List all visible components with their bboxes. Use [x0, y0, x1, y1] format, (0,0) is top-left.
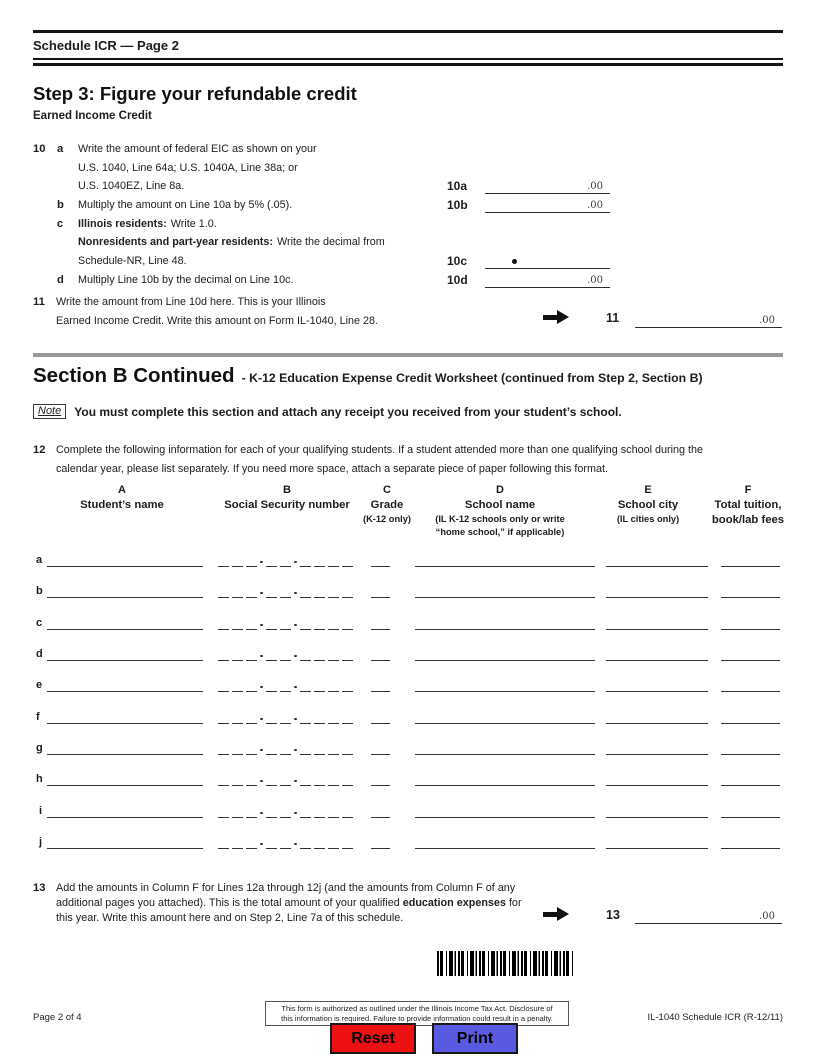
fees-field[interactable] — [721, 612, 780, 630]
school-name-field[interactable] — [415, 643, 595, 661]
grade-field[interactable] — [371, 549, 390, 567]
ssn-field[interactable] — [218, 707, 353, 724]
field10d-label: 10d — [447, 273, 468, 287]
column-name: Grade — [370, 499, 404, 511]
ssn-field[interactable] — [218, 832, 353, 849]
decimal-point-dot — [512, 259, 517, 264]
line10a-letter: a — [57, 143, 64, 155]
column-letter: A — [118, 484, 126, 496]
column-name: Total tuition, — [714, 499, 782, 511]
line10c-rest1: Write 1.0. — [170, 218, 217, 230]
ssn-field[interactable] — [218, 581, 353, 598]
line12-number: 12 — [33, 444, 46, 456]
header-rule-top — [33, 30, 783, 33]
fees-field[interactable] — [721, 674, 780, 692]
line13-text1: Add the amounts in Column F for Lines 12a through 12j (and the amounts from Column F of any — [56, 882, 516, 894]
section-b-subtitle: - K-12 Education Expense Credit Worksheet (continued from Step 2, Section B) — [241, 371, 703, 385]
column-letter: E — [644, 484, 652, 496]
line10c-letter: c — [57, 218, 64, 230]
ssn-field[interactable] — [218, 644, 353, 661]
ssn-field[interactable] — [218, 613, 353, 630]
line12-text2: calendar year, please list separately. If you need more space, attach a separate piece of paper following this format. — [56, 463, 608, 475]
line11-number: 11 — [33, 296, 45, 308]
student-row — [0, 675, 816, 692]
header-rule-mid — [33, 58, 783, 60]
cents-hint: .00 — [587, 181, 603, 192]
field10b-label: 10b — [447, 198, 468, 212]
school-city-field[interactable] — [606, 674, 708, 692]
cents-hint: .00 — [587, 275, 603, 286]
line13-text2-pre: additional pages you attached). This is the total amount of your qualified — [56, 897, 400, 909]
student-row — [0, 581, 816, 598]
section-b-heading — [33, 364, 703, 388]
step3-heading: Step 3: Figure your refundable credit — [33, 83, 357, 104]
amount-field-10d[interactable] — [485, 274, 610, 288]
school-name-field[interactable] — [415, 612, 595, 630]
line13-text2-bold: education expenses — [402, 897, 506, 909]
note-text: You must complete this section and attach any receipt you received from your student’s school. — [74, 404, 622, 419]
line10c-text3: Schedule-NR, Line 48. — [78, 255, 187, 267]
column-letter: F — [744, 484, 752, 496]
line10c-bold1: Illinois residents: — [78, 218, 167, 230]
student-row — [0, 644, 816, 661]
decimal-field-10c[interactable] — [485, 255, 610, 269]
form-id-label: IL-1040 Schedule ICR (R-12/11) — [647, 1012, 783, 1023]
grade-field[interactable] — [371, 643, 390, 661]
school-city-field[interactable] — [606, 831, 708, 849]
line10a-text2: U.S. 1040, Line 64a; U.S. 1040A, Line 38a; or — [78, 162, 298, 174]
field10a-label: 10a — [447, 179, 468, 193]
section-divider — [33, 353, 783, 357]
student-name-field[interactable] — [47, 549, 203, 567]
page-number-label: Page 2 of 4 — [33, 1012, 82, 1023]
line10a-text1: Write the amount of federal EIC as shown on your — [78, 143, 317, 155]
student-row — [0, 832, 816, 849]
line10c-bold2: Nonresidents and part-year residents: — [78, 236, 273, 248]
grade-field[interactable] — [371, 580, 390, 598]
grade-field[interactable] — [371, 706, 390, 724]
column-header-f — [700, 483, 796, 527]
ssn-field[interactable] — [218, 801, 353, 818]
ssn-field[interactable] — [218, 675, 353, 692]
line10a-text3: U.S. 1040EZ, Line 8a. — [78, 180, 185, 192]
school-name-field[interactable] — [415, 674, 595, 692]
note-badge: Note — [33, 404, 66, 419]
student-row — [0, 550, 816, 567]
disclosure-line1: This form is authorized as outlined under the Illinois Income Tax Act. Disclosure of — [281, 1004, 553, 1013]
column-letter: D — [496, 484, 504, 496]
field10c-label: 10c — [447, 254, 468, 268]
field11-label: 11 — [606, 311, 620, 325]
line13-text3: this year. Write this amount here and on Step 2, Line 7a of this schedule. — [56, 912, 404, 924]
step3-subheading: Earned Income Credit — [33, 110, 152, 122]
school-name-field[interactable] — [415, 549, 595, 567]
line11-text1: Write the amount from Line 10d here. This is your Illinois — [56, 296, 326, 308]
school-city-field[interactable] — [606, 800, 708, 818]
column-subtext: (IL cities only) — [616, 514, 680, 524]
fees-field[interactable] — [721, 800, 780, 818]
row-letter: a — [36, 554, 43, 566]
barcode — [437, 951, 574, 976]
field13-label: 13 — [606, 908, 620, 922]
school-name-field[interactable] — [415, 831, 595, 849]
fees-field[interactable] — [721, 768, 780, 786]
student-row — [0, 613, 816, 630]
column-subtext: (K-12 only) — [362, 514, 412, 524]
line13-text2-post: for — [508, 897, 522, 909]
amount-field-11[interactable] — [635, 314, 782, 328]
cents-hint: .00 — [587, 200, 603, 211]
line11-text2: Earned Income Credit. Write this amount on Form IL-1040, Line 28. — [56, 315, 379, 327]
school-name-field[interactable] — [415, 580, 595, 598]
school-city-field[interactable] — [606, 612, 708, 630]
line10d-text: Multiply Line 10b by the decimal on Line 10c. — [78, 274, 294, 286]
row-letter: i — [39, 805, 43, 817]
pointer-arrow-icon — [543, 907, 569, 921]
column-header-d — [407, 483, 593, 539]
grade-field[interactable] — [371, 674, 390, 692]
header-rule-bottom — [33, 63, 783, 66]
row-letter: f — [36, 711, 40, 723]
school-name-field[interactable] — [415, 768, 595, 786]
column-name: School city — [617, 499, 679, 511]
student-name-field[interactable] — [47, 831, 203, 849]
grade-field[interactable] — [371, 831, 390, 849]
school-city-field[interactable] — [606, 580, 708, 598]
row-letter: c — [36, 617, 43, 629]
student-name-field[interactable] — [47, 737, 203, 755]
school-city-field[interactable] — [606, 737, 708, 755]
disclosure-line2: this information is required. Failure to provide information could result in a penalty. — [281, 1013, 553, 1023]
student-name-field[interactable] — [47, 768, 203, 786]
section-b-title: Section B Continued — [33, 364, 235, 387]
fees-field[interactable] — [721, 737, 780, 755]
fees-field[interactable] — [721, 549, 780, 567]
student-name-field[interactable] — [47, 674, 203, 692]
line13-number: 13 — [33, 882, 46, 894]
grade-field[interactable] — [371, 768, 390, 786]
line10b-letter: b — [57, 199, 64, 211]
grade-field[interactable] — [371, 612, 390, 630]
line10b-text: Multiply the amount on Line 10a by 5% (.05). — [78, 199, 293, 211]
row-letter: b — [36, 585, 43, 597]
school-city-field[interactable] — [606, 706, 708, 724]
column-subtext: (IL K-12 schools only or write — [435, 514, 565, 524]
ssn-field[interactable] — [218, 550, 353, 567]
page-title: Schedule ICR — Page 2 — [33, 38, 179, 53]
grade-field[interactable] — [371, 737, 390, 755]
school-name-field[interactable] — [415, 737, 595, 755]
line10c-text1 — [78, 217, 217, 231]
column-header-b — [205, 483, 369, 513]
cents-hint: .00 — [759, 911, 775, 922]
school-name-field[interactable] — [415, 800, 595, 818]
cents-hint: .00 — [759, 315, 775, 326]
student-name-field[interactable] — [47, 643, 203, 661]
column-name: Student’s name — [80, 499, 164, 511]
column-name: School name — [464, 499, 536, 511]
column-letter: C — [383, 484, 391, 496]
column-subtext: “home school,” if applicable) — [435, 527, 565, 537]
pointer-arrow-icon — [543, 310, 569, 324]
print-button[interactable]: Print — [432, 1023, 518, 1054]
school-name-field[interactable] — [415, 706, 595, 724]
fees-field[interactable] — [721, 580, 780, 598]
column-name: Social Security number — [224, 499, 350, 511]
line10c-text2 — [78, 235, 385, 249]
line10-number: 10 — [33, 143, 46, 155]
row-letter: j — [39, 836, 43, 848]
amount-field-13[interactable] — [635, 910, 782, 924]
ssn-field[interactable] — [218, 769, 353, 786]
school-city-field[interactable] — [606, 643, 708, 661]
row-letter: g — [36, 742, 43, 754]
column-header-e — [598, 483, 698, 526]
fees-field[interactable] — [721, 643, 780, 661]
reset-button[interactable]: Reset — [330, 1023, 416, 1054]
row-letter: e — [36, 679, 43, 691]
column-header-a — [40, 483, 204, 513]
note-row — [33, 404, 622, 419]
row-letter: d — [36, 648, 43, 660]
student-row — [0, 738, 816, 755]
student-row — [0, 801, 816, 818]
line12-text1: Complete the following information for each of your qualifying students. If a student attended more than one qualifying school during the — [56, 444, 704, 456]
student-name-field[interactable] — [47, 706, 203, 724]
fees-field[interactable] — [721, 706, 780, 724]
ssn-field[interactable] — [218, 738, 353, 755]
amount-field-10a[interactable] — [485, 180, 610, 194]
student-row — [0, 769, 816, 786]
line13-text2 — [56, 896, 522, 910]
line10c-rest2: Write the decimal from — [277, 236, 385, 248]
school-city-field[interactable] — [606, 768, 708, 786]
grade-field[interactable] — [371, 800, 390, 818]
school-city-field[interactable] — [606, 549, 708, 567]
column-letter: B — [283, 484, 291, 496]
amount-field-10b[interactable] — [485, 199, 610, 213]
row-letter: h — [36, 773, 43, 785]
line10d-letter: d — [57, 274, 64, 286]
student-name-field[interactable] — [47, 800, 203, 818]
student-name-field[interactable] — [47, 580, 203, 598]
student-name-field[interactable] — [47, 612, 203, 630]
fees-field[interactable] — [721, 831, 780, 849]
student-row — [0, 707, 816, 724]
disclosure-box — [265, 1001, 569, 1026]
column-subtext: book/lab fees — [711, 514, 785, 526]
